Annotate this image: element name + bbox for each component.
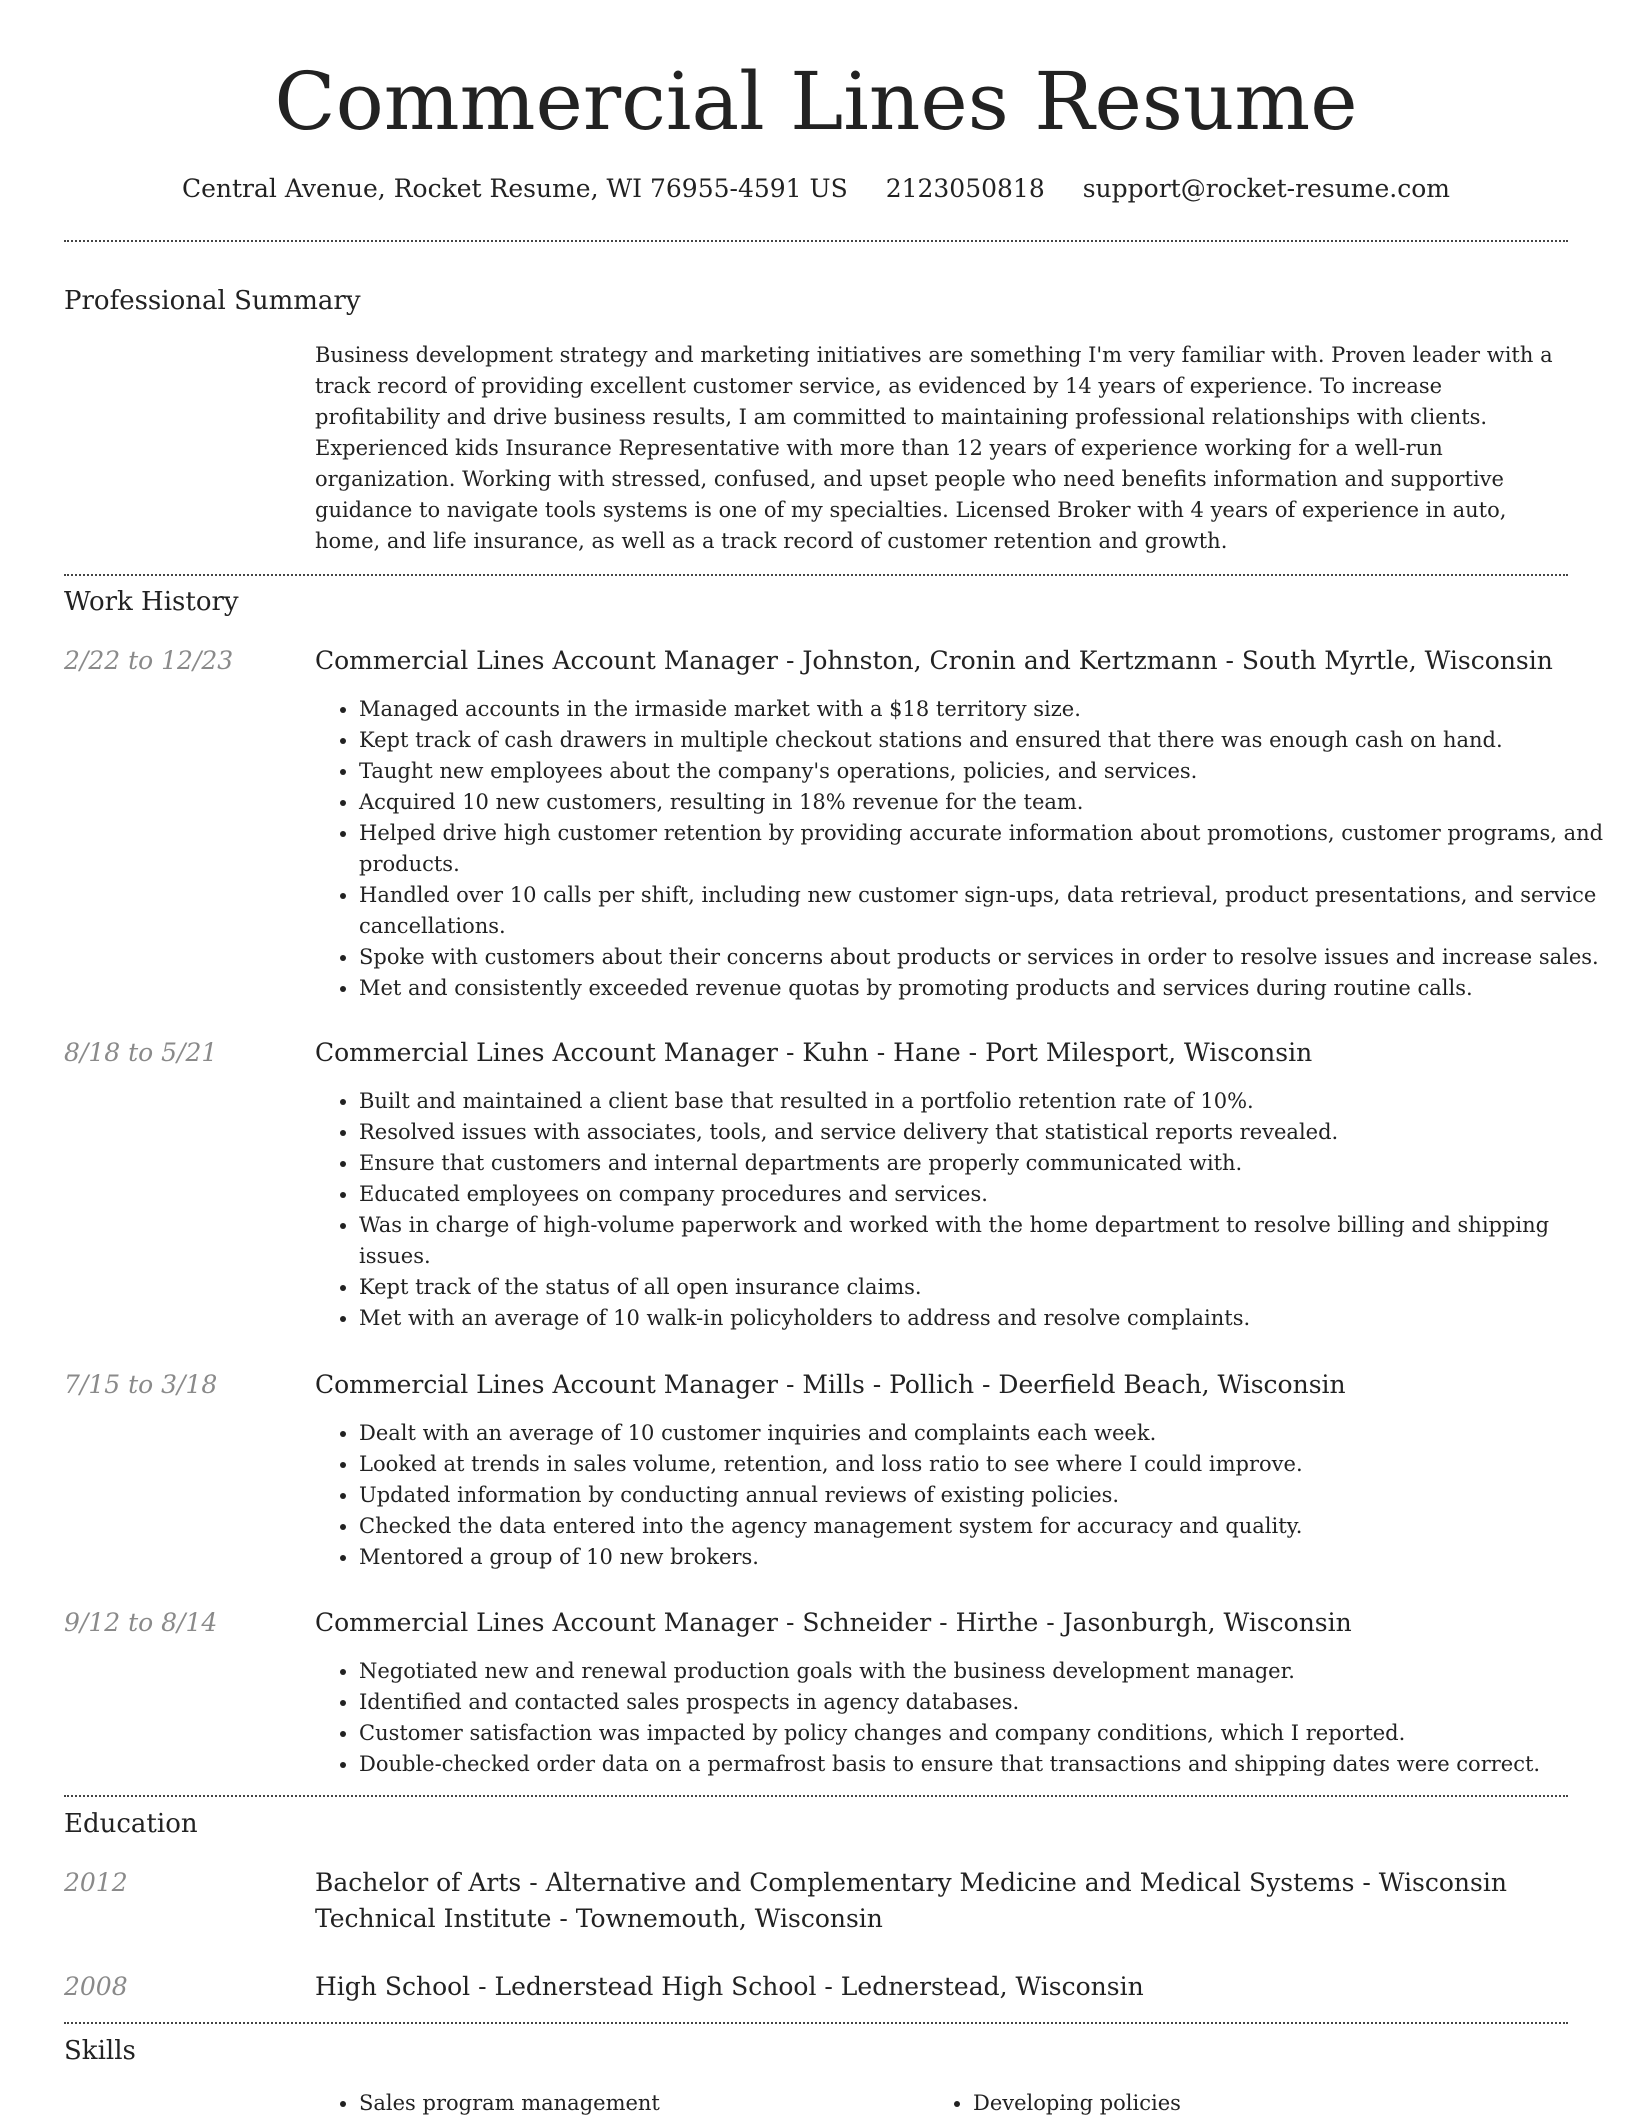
list-item: • Looked at trends in sales volume, retention, and loss ratio to see where I could improve.	[359, 1449, 1615, 1480]
list-item: • Helped drive high customer retention by providing accurate information about promotions, customer programs, and products.	[359, 818, 1615, 880]
divider	[64, 240, 1568, 242]
divider	[64, 2022, 1568, 2024]
education-year: 2008	[64, 1972, 128, 2001]
education-entry: High School - Lednerstead High School - Lednerstead, Wisconsin	[315, 1972, 1144, 2001]
list-item: • Kept track of cash drawers in multiple checkout stations and ensured that there was enough cash on hand.	[359, 725, 1615, 756]
list-item: • Identified and contacted sales prospects in agency databases.	[359, 1687, 1615, 1718]
list-item: • Double-checked order data on a permafrost basis to ensure that transactions and shipping dates were correct.	[359, 1749, 1615, 1780]
job-title: Commercial Lines Account Manager - Kuhn - Hane - Port Milesport, Wisconsin	[315, 1038, 1313, 1067]
contact-email: support@rocket-resume.com	[1082, 174, 1451, 203]
job-dates: 7/15 to 3/18	[64, 1370, 218, 1399]
list-item: • Managed accounts in the irmaside market with a $18 territory size.	[359, 694, 1615, 725]
list-item: • Updated information by conducting annual reviews of existing policies.	[359, 1480, 1615, 1511]
section-title-work-history: Work History	[64, 587, 239, 617]
section-title-summary: Professional Summary	[64, 286, 361, 316]
list-item: • Ensure that customers and internal departments are properly communicated with.	[359, 1148, 1615, 1179]
list-item: • Dealt with an average of 10 customer inquiries and complaints each week.	[359, 1418, 1615, 1449]
education-entry: Bachelor of Arts - Alternative and Complementary Medicine and Medical Systems - Wisconsin Technical Institute - Townemouth, Wisconsin	[315, 1868, 1507, 1933]
list-item: • Customer satisfaction was impacted by policy changes and company conditions, which I reported.	[359, 1718, 1615, 1749]
list-item: • Met and consistently exceeded revenue quotas by promoting products and services during routine calls.	[359, 973, 1615, 1004]
job-title: Commercial Lines Account Manager - Schneider - Hirthe - Jasonburgh, Wisconsin	[315, 1608, 1352, 1637]
list-item: • Developing policies	[973, 2088, 1181, 2119]
skills-list-right	[929, 2088, 1181, 2119]
divider	[64, 574, 1568, 576]
education-year: 2012	[64, 1868, 128, 1897]
resume-name: Commercial Lines Resume	[274, 55, 1358, 148]
job-title: Commercial Lines Account Manager - Johnston, Cronin and Kertzmann - South Myrtle, Wisconsin	[315, 646, 1553, 675]
list-item: • Educated employees on company procedures and services.	[359, 1179, 1615, 1210]
list-item: • Met with an average of 10 walk-in policyholders to address and resolve complaints.	[359, 1303, 1615, 1334]
summary-text: Business development strategy and marketing initiatives are something I'm very familiar with. Proven leader with a track record of providing excellent customer service, as evidenced by 14 years of experience. To increase profitability and drive business results, I am committed to maintaining professional relationships with clients. Experienced kids Insurance Representative with more than 12 years of experience working for a well-run organization. Working with stressed, confused, and upset people who need benefits information and supportive guidance to navigate tools systems is one of my specialties. Licensed Broker with 4 years of experience in auto, home, and life insurance, as well as a track record of customer retention and growth.	[315, 343, 1553, 553]
list-item: • Mentored a group of 10 new brokers.	[359, 1542, 1615, 1573]
list-item: • Checked the data entered into the agency management system for accuracy and quality.	[359, 1511, 1615, 1542]
job-dates: 2/22 to 12/23	[64, 646, 234, 675]
section-title-education: Education	[64, 1809, 198, 1839]
job-bullets	[315, 1086, 1615, 1334]
list-item: • Taught new employees about the company's operations, policies, and services.	[359, 756, 1615, 787]
section-title-skills: Skills	[64, 2036, 136, 2066]
contact-address: Central Avenue, Rocket Resume, WI 76955-4591 US	[181, 174, 848, 203]
list-item: • Sales program management	[359, 2088, 660, 2119]
list-item: • Negotiated new and renewal production goals with the business development manager.	[359, 1656, 1615, 1687]
list-item: • Handled over 10 calls per shift, including new customer sign-ups, data retrieval, product presentations, and service cancellations.	[359, 880, 1615, 942]
list-item: • Acquired 10 new customers, resulting in 18% revenue for the team.	[359, 787, 1615, 818]
skills-list-left	[315, 2088, 660, 2119]
list-item: • Kept track of the status of all open insurance claims.	[359, 1272, 1615, 1303]
contact-phone: 2123050818	[885, 174, 1045, 203]
list-item: • Built and maintained a client base that resulted in a portfolio retention rate of 10%.	[359, 1086, 1615, 1117]
job-dates: 8/18 to 5/21	[64, 1038, 218, 1067]
list-item: • Spoke with customers about their concerns about products or services in order to resolve issues and increase sales.	[359, 942, 1615, 973]
job-title: Commercial Lines Account Manager - Mills - Pollich - Deerfield Beach, Wisconsin	[315, 1370, 1346, 1399]
list-item: • Resolved issues with associates, tools, and service delivery that statistical reports revealed.	[359, 1117, 1615, 1148]
divider	[64, 1795, 1568, 1797]
job-bullets	[315, 1418, 1615, 1573]
contact-line	[0, 172, 1632, 206]
job-bullets	[315, 694, 1615, 1004]
job-dates: 9/12 to 8/14	[64, 1608, 218, 1637]
job-bullets	[315, 1656, 1615, 1780]
list-item: • Was in charge of high-volume paperwork and worked with the home department to resolve billing and shipping issues.	[359, 1210, 1615, 1272]
